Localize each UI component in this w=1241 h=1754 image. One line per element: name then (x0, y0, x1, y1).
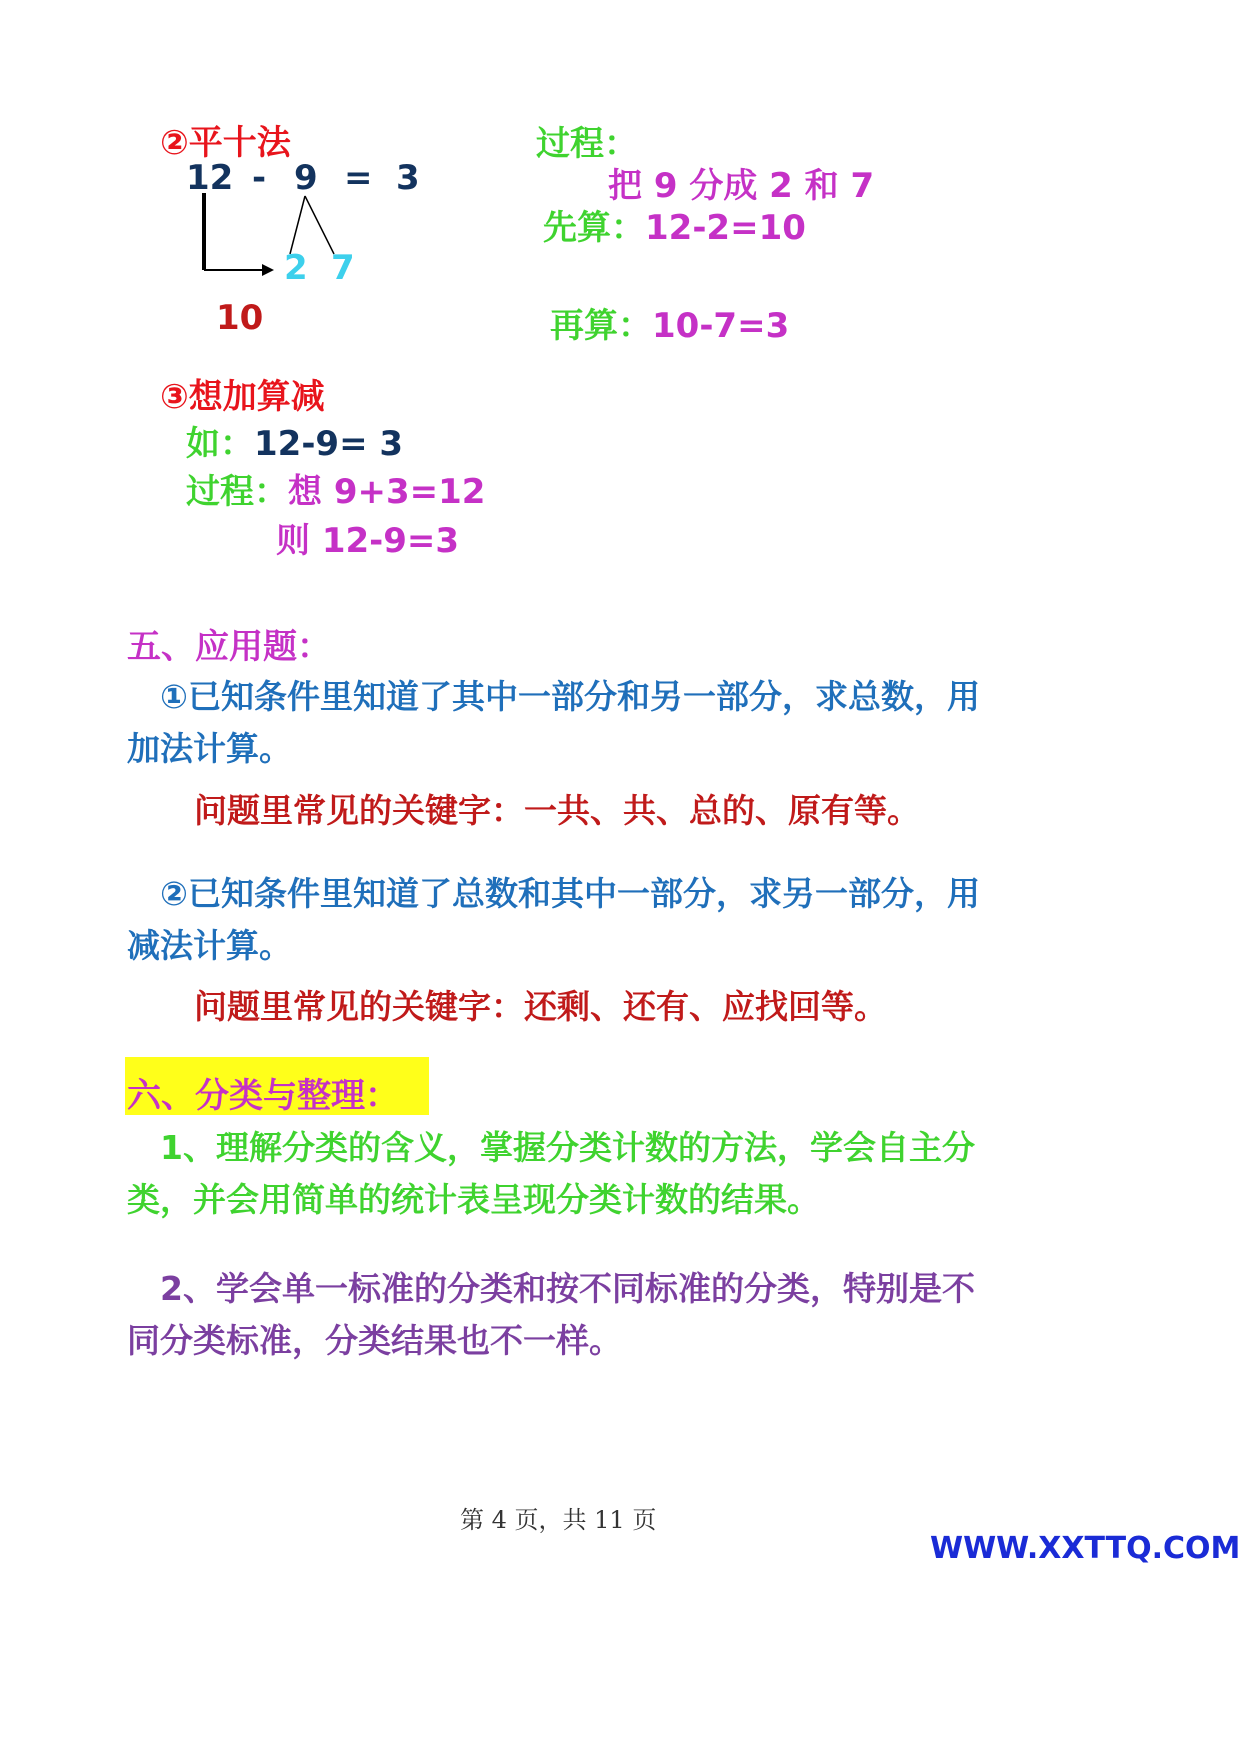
section6-heading: 六、分类与整理： (127, 1076, 399, 1116)
method3-then: 则 12-9=3 (276, 521, 460, 561)
section5-item2-line2: 减法计算。 (127, 926, 292, 965)
section5-item2-line1: ②已知条件里知道了总数和其中一部分，求另一部分，用 (160, 874, 980, 913)
section5-item1-line1: ①已知条件里知道了其中一部分和另一部分，求总数，用 (160, 677, 980, 716)
process-step3 (550, 298, 789, 347)
step3-expr: 10-7=3 (652, 306, 790, 346)
method3-process-label: 过程： (186, 472, 288, 512)
eq-num-12: 12 (186, 158, 234, 198)
section5-item2-keywords: 问题里常见的关键字：还剩、还有、应找回等。 (194, 987, 887, 1026)
section5-heading: 五、应用题： (127, 627, 331, 667)
arrow-head-icon (262, 264, 274, 276)
method3-title: ③想加算减 (160, 377, 325, 417)
method3-example (186, 416, 403, 465)
process-step1: 把 9 分成 2 和 7 (608, 166, 875, 206)
ten-value: 10 (216, 298, 264, 338)
section5-item1-line2: 加法计算。 (127, 729, 292, 768)
section6-item2-line1: 2、学会单一标准的分类和按不同标准的分类，特别是不 (160, 1269, 975, 1308)
eq-equals: = (344, 158, 373, 198)
split-line-left (290, 196, 305, 254)
example-label: 如： (186, 424, 254, 464)
eq-num-9: 9 (294, 158, 318, 198)
method3-think: 想 9+3=12 (288, 472, 486, 512)
section6-item1-line1: 1、理解分类的含义，掌握分类计数的方法，学会自主分 (160, 1128, 975, 1167)
section6-item2-line2: 同分类标准，分类结果也不一样。 (127, 1321, 622, 1360)
section6-item1-line2: 类，并会用简单的统计表呈现分类计数的结果。 (127, 1180, 820, 1219)
method3-process (186, 464, 485, 513)
step2-expr: 12-2=10 (645, 208, 806, 248)
method2-title: ②平十法 (160, 123, 291, 163)
split-part-a: 2 (284, 248, 308, 288)
site-watermark: WWW.XXTTQ.COM (930, 1531, 1241, 1566)
process-step2 (543, 200, 806, 249)
process-label: 过程： (536, 124, 638, 164)
step2-label: 先算： (543, 208, 645, 248)
split-part-b: 7 (331, 248, 355, 288)
section5-item1-keywords: 问题里常见的关键字：一共、共、总的、原有等。 (194, 791, 920, 830)
example-expr: 12-9= 3 (254, 424, 404, 464)
split-line-right (305, 196, 334, 254)
page-footer: 第 4 页，共 11 页 (460, 1506, 657, 1534)
eq-result: 3 (396, 158, 420, 198)
step3-label: 再算： (550, 306, 652, 346)
eq-minus: - (252, 158, 267, 198)
